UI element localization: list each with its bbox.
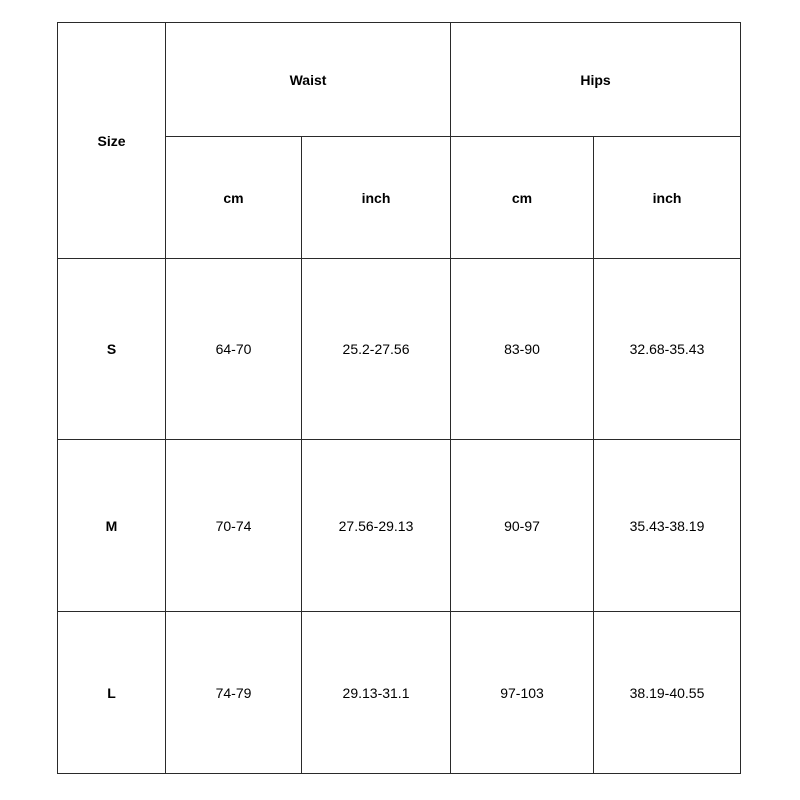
hips-cm-cell: 83-90: [451, 259, 594, 440]
hips-inch-cell: 35.43-38.19: [594, 440, 741, 612]
size-cell: S: [58, 259, 166, 440]
table-row: [58, 259, 741, 440]
hips-header-cell: Hips: [451, 23, 741, 137]
hips-cm-cell: 97-103: [451, 612, 594, 774]
hips-cm-unit-cell: cm: [451, 137, 594, 259]
size-cell: L: [58, 612, 166, 774]
waist-header-cell: Waist: [166, 23, 451, 137]
table-row: [58, 440, 741, 612]
header-row-groups: [58, 23, 741, 137]
waist-inch-cell: 25.2-27.56: [302, 259, 451, 440]
waist-inch-cell: 29.13-31.1: [302, 612, 451, 774]
hips-inch-cell: 32.68-35.43: [594, 259, 741, 440]
waist-cm-cell: 64-70: [166, 259, 302, 440]
size-header-cell: Size: [58, 23, 166, 259]
waist-inch-cell: 27.56-29.13: [302, 440, 451, 612]
waist-cm-cell: 70-74: [166, 440, 302, 612]
waist-inch-unit-cell: inch: [302, 137, 451, 259]
waist-cm-cell: 74-79: [166, 612, 302, 774]
hips-inch-unit-cell: inch: [594, 137, 741, 259]
waist-cm-unit-cell: cm: [166, 137, 302, 259]
size-cell: M: [58, 440, 166, 612]
size-chart-table: [57, 22, 741, 774]
hips-cm-cell: 90-97: [451, 440, 594, 612]
table-row: [58, 612, 741, 774]
hips-inch-cell: 38.19-40.55: [594, 612, 741, 774]
